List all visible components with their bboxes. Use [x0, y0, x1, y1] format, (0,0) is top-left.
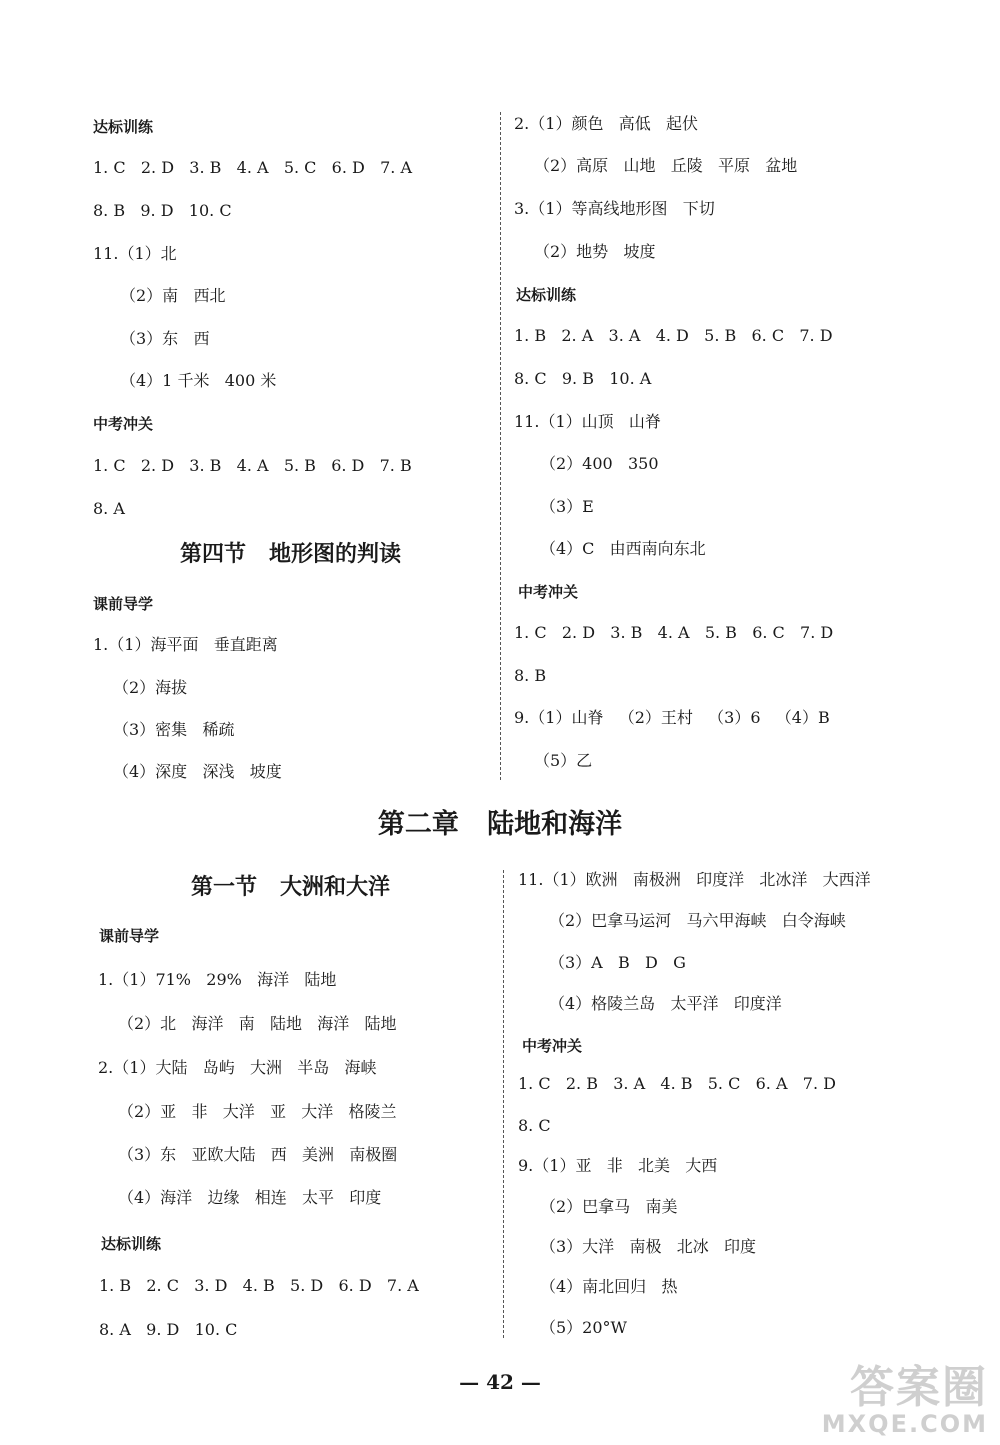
answer-line: （4）海洋 边缘 相连 太平 印度 — [118, 1188, 382, 1207]
answer-line: （2）巴拿马 南美 — [540, 1197, 678, 1216]
answer-line: （5）20°W — [540, 1318, 627, 1337]
answer-line: （3）东 西 — [120, 329, 210, 348]
answer-line: 8. A 9. D 10. C — [99, 1320, 238, 1339]
answer-line: 3.（1）等高线地形图 下切 — [514, 199, 715, 218]
answer-line: （3）密集 稀疏 — [113, 720, 235, 739]
answer-line: 8. B — [514, 666, 547, 685]
heading-keqian-daoxue: 课前导学 — [93, 595, 154, 613]
answer-line: （2）400 350 — [540, 454, 659, 473]
answer-line: （3）E — [540, 497, 594, 516]
answer-line: （2）巴拿马运河 马六甲海峡 白令海峡 — [549, 911, 846, 930]
answer-line: 8. A — [93, 499, 125, 518]
answer-line: （4）深度 深浅 坡度 — [113, 762, 282, 781]
answer-line: （2）北 海洋 南 陆地 海洋 陆地 — [118, 1014, 397, 1033]
answer-line: 2.（1）颜色 高低 起伏 — [514, 114, 698, 133]
answer-line: （2）地势 坡度 — [534, 242, 656, 261]
answer-line: 1.（1）71% 29% 海洋 陆地 — [98, 970, 337, 989]
answer-line: 9.（1）亚 非 北美 大西 — [518, 1156, 718, 1175]
answer-line: （4）C 由西南向东北 — [540, 539, 706, 558]
answer-line: 9.（1）山脊 （2）王村 （3）6 （4）B — [514, 708, 830, 727]
answer-line: （3）东 亚欧大陆 西 美洲 南极圈 — [118, 1145, 398, 1164]
column-divider — [503, 870, 504, 1338]
answer-line: 1. C 2. D 3. B 4. A 5. B 6. D 7. B — [93, 456, 412, 475]
section-title: 第四节 地形图的判读 — [180, 541, 401, 567]
answer-line: （3）A B D G — [549, 953, 686, 972]
answer-line: 11.（1）山顶 山脊 — [514, 412, 661, 431]
answer-line: 1. C 2. D 3. B 4. A 5. C 6. D 7. A — [93, 158, 413, 177]
answer-line: （2）南 西北 — [120, 286, 226, 305]
answer-line: 2.（1）大陆 岛屿 大洲 半岛 海峡 — [98, 1058, 377, 1077]
heading-dabiao-xunlian: 达标训练 — [516, 286, 577, 304]
answer-line: （2）海拔 — [113, 678, 188, 697]
answer-line: 1. B 2. C 3. D 4. B 5. D 6. D 7. A — [99, 1276, 419, 1295]
chapter-title: 第二章 陆地和海洋 — [377, 809, 623, 840]
answer-line: 1. C 2. D 3. B 4. A 5. B 6. C 7. D — [514, 623, 834, 642]
answer-line: 11.（1）欧洲 南极洲 印度洋 北冰洋 大西洋 — [518, 870, 871, 889]
answer-line: 11.（1）北 — [93, 244, 177, 263]
heading-zhongkao-chongguan: 中考冲关 — [518, 583, 579, 601]
answer-line: 1.（1）海平面 垂直距离 — [93, 635, 278, 654]
answer-line: 1. B 2. A 3. A 4. D 5. B 6. C 7. D — [514, 326, 833, 345]
watermark-text: 答案圈 — [850, 1362, 988, 1413]
page-number: — 42 — — [459, 1370, 541, 1394]
watermark-logo — [821, 1362, 988, 1438]
answer-line: 8. B 9. D 10. C — [93, 201, 232, 220]
heading-zhongkao-chongguan: 中考冲关 — [93, 415, 154, 433]
answer-line: 1. C 2. B 3. A 4. B 5. C 6. A 7. D — [518, 1074, 836, 1093]
answer-line: （4）格陵兰岛 太平洋 印度洋 — [549, 994, 782, 1013]
answer-line: （4）南北回归 热 — [540, 1277, 678, 1296]
answer-line: 8. C 9. B 10. A — [514, 369, 652, 388]
heading-keqian-daoxue: 课前导学 — [99, 927, 160, 945]
answer-line: （2）亚 非 大洋 亚 大洋 格陵兰 — [118, 1102, 397, 1121]
answer-line: 8. C — [518, 1116, 551, 1135]
heading-zhongkao-chongguan: 中考冲关 — [522, 1037, 583, 1055]
answer-line: （2）高原 山地 丘陵 平原 盆地 — [534, 156, 798, 175]
watermark-url: MXQE.COM — [821, 1410, 988, 1438]
answer-line: （4）1 千米 400 米 — [120, 371, 277, 390]
answer-line: （3）大洋 南极 北冰 印度 — [540, 1237, 756, 1256]
heading-dabiao-xunlian: 达标训练 — [101, 1235, 162, 1253]
heading-dabiao-xunlian: 达标训练 — [93, 118, 154, 136]
column-divider — [500, 112, 501, 780]
answer-line: （5）乙 — [534, 751, 593, 770]
section-title: 第一节 大洲和大洋 — [191, 874, 390, 900]
